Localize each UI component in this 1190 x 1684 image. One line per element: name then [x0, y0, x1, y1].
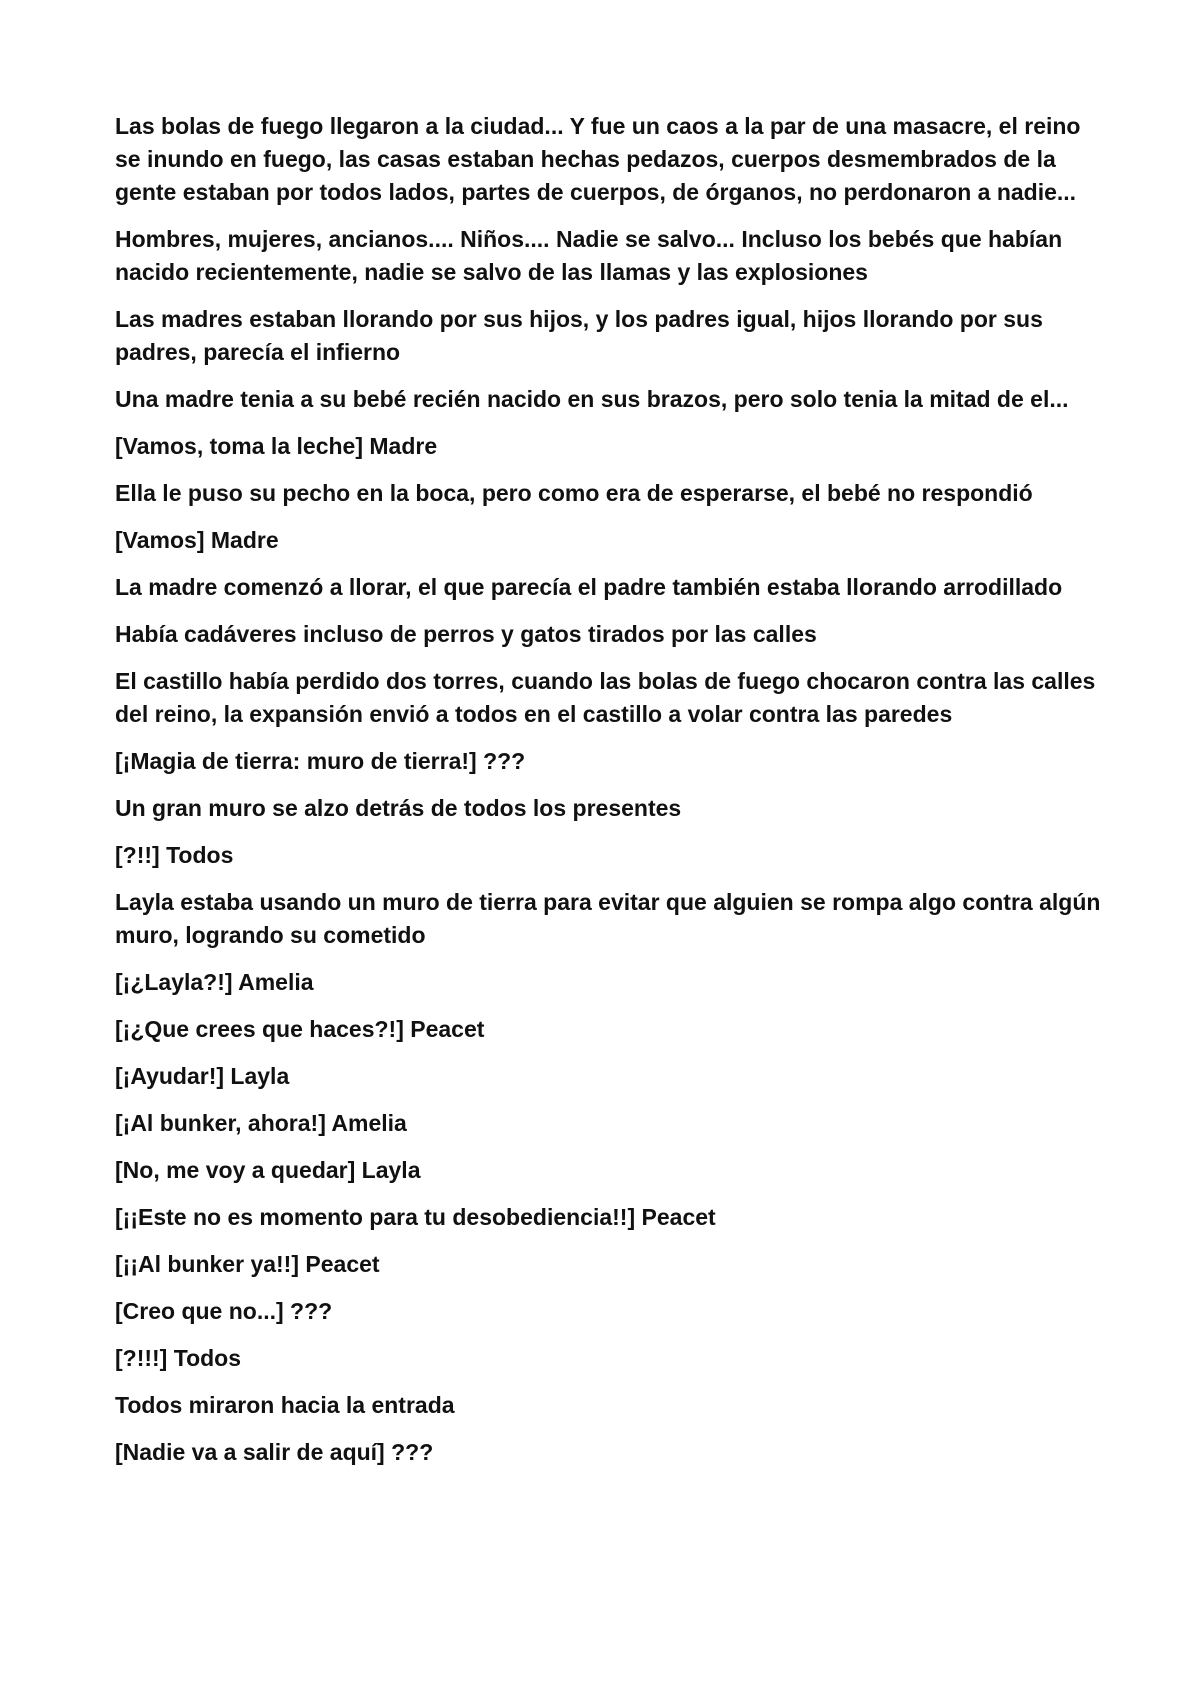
paragraph-14: Layla estaba usando un muro de tierra para evitar que alguien se rompa algo contra algún muro, logrando su cometido — [115, 889, 1101, 948]
dialogue-line: [¡Al bunker, ahora!] Amelia — [115, 1110, 407, 1136]
dialogue-line: [?!!!] Todos — [115, 1345, 242, 1371]
paragraph-6: Ella le puso su pecho en la boca, pero como era de esperarse, el bebé no respondió — [115, 480, 1033, 506]
dialogue-line: [¡Magia de tierra: muro de tierra!] ??? — [115, 748, 526, 774]
dialogue-line: [¡Ayudar!] Layla — [115, 1063, 290, 1089]
paragraph-2: Hombres, mujeres, ancianos.... Niños.... Nadie se salvo... Incluso los bebés que habían nacido recientemente, nadie se salvo de las llamas y las explosiones — [115, 226, 1063, 285]
paragraph-3: Las madres estaban llorando por sus hijos, y los padres igual, hijos llorando por sus padres, parecía el infierno — [115, 306, 1043, 365]
dialogue-line: [¡¡Este no es momento para tu desobediencia!!] Peacet — [115, 1204, 716, 1230]
dialogue-line: [Vamos, toma la leche] Madre — [115, 433, 438, 459]
paragraph-1: Las bolas de fuego llegaron a la ciudad... Y fue un caos a la par de una masacre, el reino se inundo en fuego, las casas estaban hechas pedazos, cuerpos desmembrados de la gente estaban por todos lados, partes de cuerpos, de órganos, no perdonaron a nadie... — [115, 113, 1081, 205]
document-body — [115, 110, 1105, 1483]
dialogue-line: [Creo que no...] ??? — [115, 1298, 333, 1324]
paragraph-10: El castillo había perdido dos torres, cuando las bolas de fuego chocaron contra las calles del reino, la expansión envió a todos en el castillo a volar contra las paredes — [115, 668, 1096, 727]
paragraph-8: La madre comenzó a llorar, el que parecía el padre también estaba llorando arrodillado — [115, 574, 1063, 600]
dialogue-line: [Nadie va a salir de aquí] ??? — [115, 1439, 434, 1465]
dialogue-line: [¡¿Layla?!] Amelia — [115, 969, 314, 995]
dialogue-line: [¡¿Que crees que haces?!] Peacet — [115, 1016, 485, 1042]
paragraph-12: Un gran muro se alzo detrás de todos los presentes — [115, 795, 682, 821]
paragraph-9: Había cadáveres incluso de perros y gatos tirados por las calles — [115, 621, 817, 647]
paragraph-24: Todos miraron hacia la entrada — [115, 1392, 455, 1418]
dialogue-line: [No, me voy a quedar] Layla — [115, 1157, 421, 1183]
dialogue-line: [Vamos] Madre — [115, 527, 279, 553]
dialogue-line: [?!!] Todos — [115, 842, 234, 868]
dialogue-line: [¡¡Al bunker ya!!] Peacet — [115, 1251, 380, 1277]
paragraph-4: Una madre tenia a su bebé recién nacido en sus brazos, pero solo tenia la mitad de el... — [115, 386, 1069, 412]
